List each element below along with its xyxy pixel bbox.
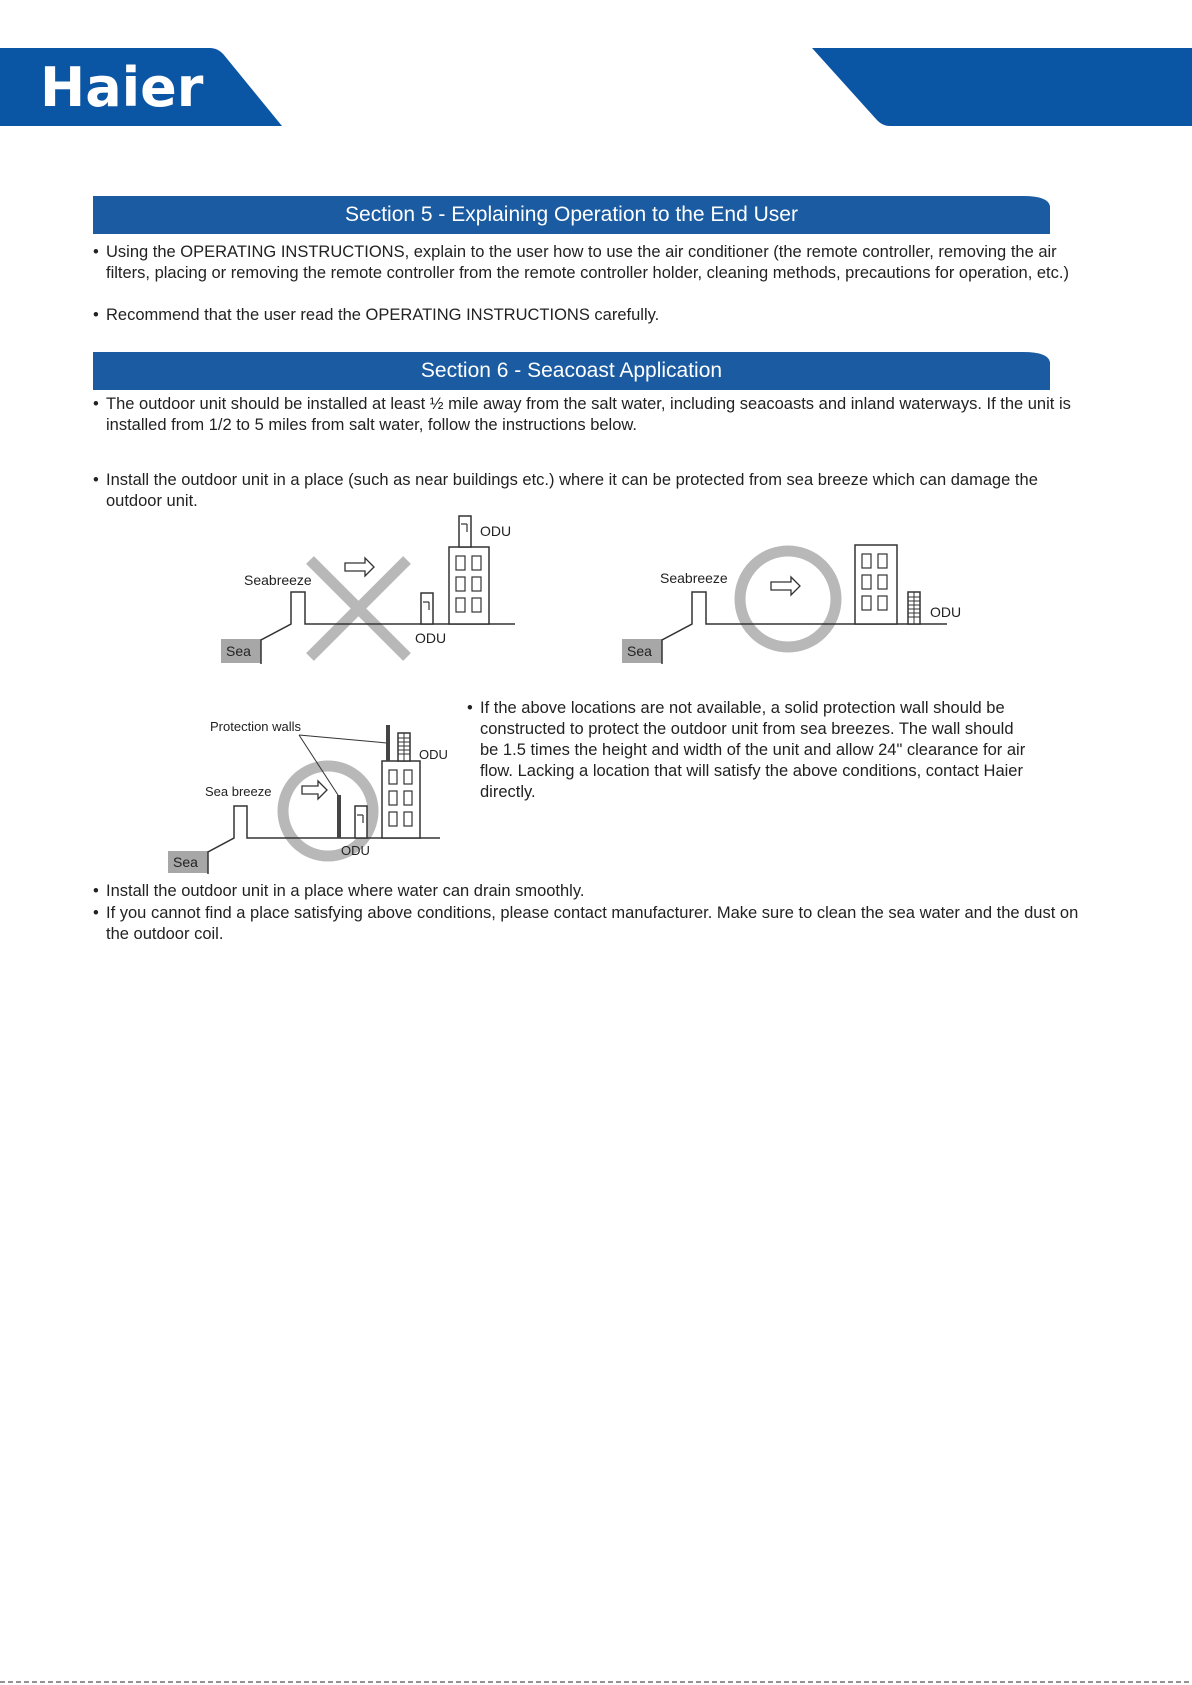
header-band (812, 0, 1192, 130)
odu-label: ODU (480, 523, 512, 539)
footer-divider (0, 1680, 1192, 1685)
list-item: • Recommend that the user read the OPERATING INSTRUCTIONS carefully. (93, 305, 1083, 326)
building-icon (855, 545, 897, 624)
circle-mark (740, 551, 836, 647)
sea-label: Sea (226, 643, 251, 659)
section-6-header (93, 352, 1050, 390)
arrow-icon (302, 781, 327, 799)
section-6-bullet-3: If the above locations are not available, a solid protection wall should be constructed to protect the outdoor unit from sea breezes. The wall should be 1.5 times the height and width of the unit and allow 24" clearance for air flow. Lacking a location that will satisfy the above conditions, contact Haier directly. (480, 699, 1026, 801)
building-icon (382, 761, 420, 838)
list-item: • Using the OPERATING INSTRUCTIONS, explain to the user how to use the air conditioner (the remote controller, removing the air filters, placing or removing the remote controller from the remote controller holder, cleaning methods, precautions for operation, etc.) (93, 242, 1083, 284)
protection-wall (337, 795, 341, 838)
odu-label: ODU (930, 604, 962, 620)
section-5-title: Section 5 - Explaining Operation to the End User (345, 203, 798, 226)
breeze-label: Seabreeze (244, 572, 312, 588)
list-item: • The outdoor unit should be installed at least ½ mile away from the salt water, including seacoasts and inland waterways. If the unit is installed from 1/2 to 5 miles from salt water, follow the instructions below. (93, 394, 1083, 436)
odu-label: ODU (419, 747, 448, 762)
outdoor-unit-icon (355, 806, 367, 838)
list-item: • If you cannot find a place satisfying above conditions, please contact manufacturer. Make sure to clean the sea water and the dust on the outdoor coil. (93, 903, 1083, 945)
outdoor-unit-icon (459, 516, 471, 547)
brand-logo: Haier (40, 56, 204, 119)
section-6-bullet-4: Install the outdoor unit in a place where water can drain smoothly. (106, 882, 585, 900)
section-6-bullet-1: The outdoor unit should be installed at least ½ mile away from the salt water, including seacoasts and inland waterways. If the unit is installed from 1/2 to 5 miles from salt water, follow the instructions below. (106, 395, 1071, 434)
protection-walls-label: Protection walls (210, 719, 302, 734)
list-item: • Install the outdoor unit in a place where water can drain smoothly. (93, 881, 1083, 902)
odu-label: ODU (415, 630, 447, 646)
breeze-label: Sea breeze (205, 784, 272, 799)
section-5-bullet-1: Using the OPERATING INSTRUCTIONS, explain to the user how to use the air conditioner (the remote controller, removing the air filters, placing or removing the remote controller from the remote controller holder, cleaning methods, precautions for operation, etc.) (106, 243, 1069, 282)
protection-wall (386, 725, 390, 761)
section-6-title: Section 6 - Seacoast Application (420, 359, 723, 382)
list-item: • Install the outdoor unit in a place (such as near buildings etc.) where it can be protected from sea breeze which can damage the outdoor unit. (93, 470, 1083, 512)
section-6-bullet-5: If you cannot find a place satisfying above conditions, please contact manufacturer. Make sure to clean the sea water and the dust on the outdoor coil. (106, 904, 1079, 943)
odu-label: ODU (341, 843, 370, 858)
sea-label: Sea (173, 854, 198, 870)
figure-bad-placement (215, 512, 520, 670)
arrow-icon (771, 577, 800, 595)
section-5-header (93, 196, 1050, 234)
sea-label: Sea (627, 643, 652, 659)
figure-good-placement (617, 536, 962, 670)
arrow-icon (345, 558, 374, 576)
breeze-label: Seabreeze (660, 570, 728, 586)
section-6-bullet-2: Install the outdoor unit in a place (such as near buildings etc.) where it can be protected from sea breeze which can damage the outdoor unit. (106, 471, 1038, 510)
building-icon (449, 547, 489, 624)
outdoor-unit-icon (421, 593, 433, 624)
list-item: • If the above locations are not available, a solid protection wall should be constructed to protect the outdoor unit from sea breezes. The wall should be 1.5 times the height and width of the unit and allow 24" clearance for air flow. Lacking a location that will satisfy the above conditions, contact Haier directly. (467, 698, 1032, 803)
section-5-bullet-2: Recommend that the user read the OPERATING INSTRUCTIONS carefully. (106, 306, 660, 324)
figure-protection-walls (165, 712, 455, 876)
